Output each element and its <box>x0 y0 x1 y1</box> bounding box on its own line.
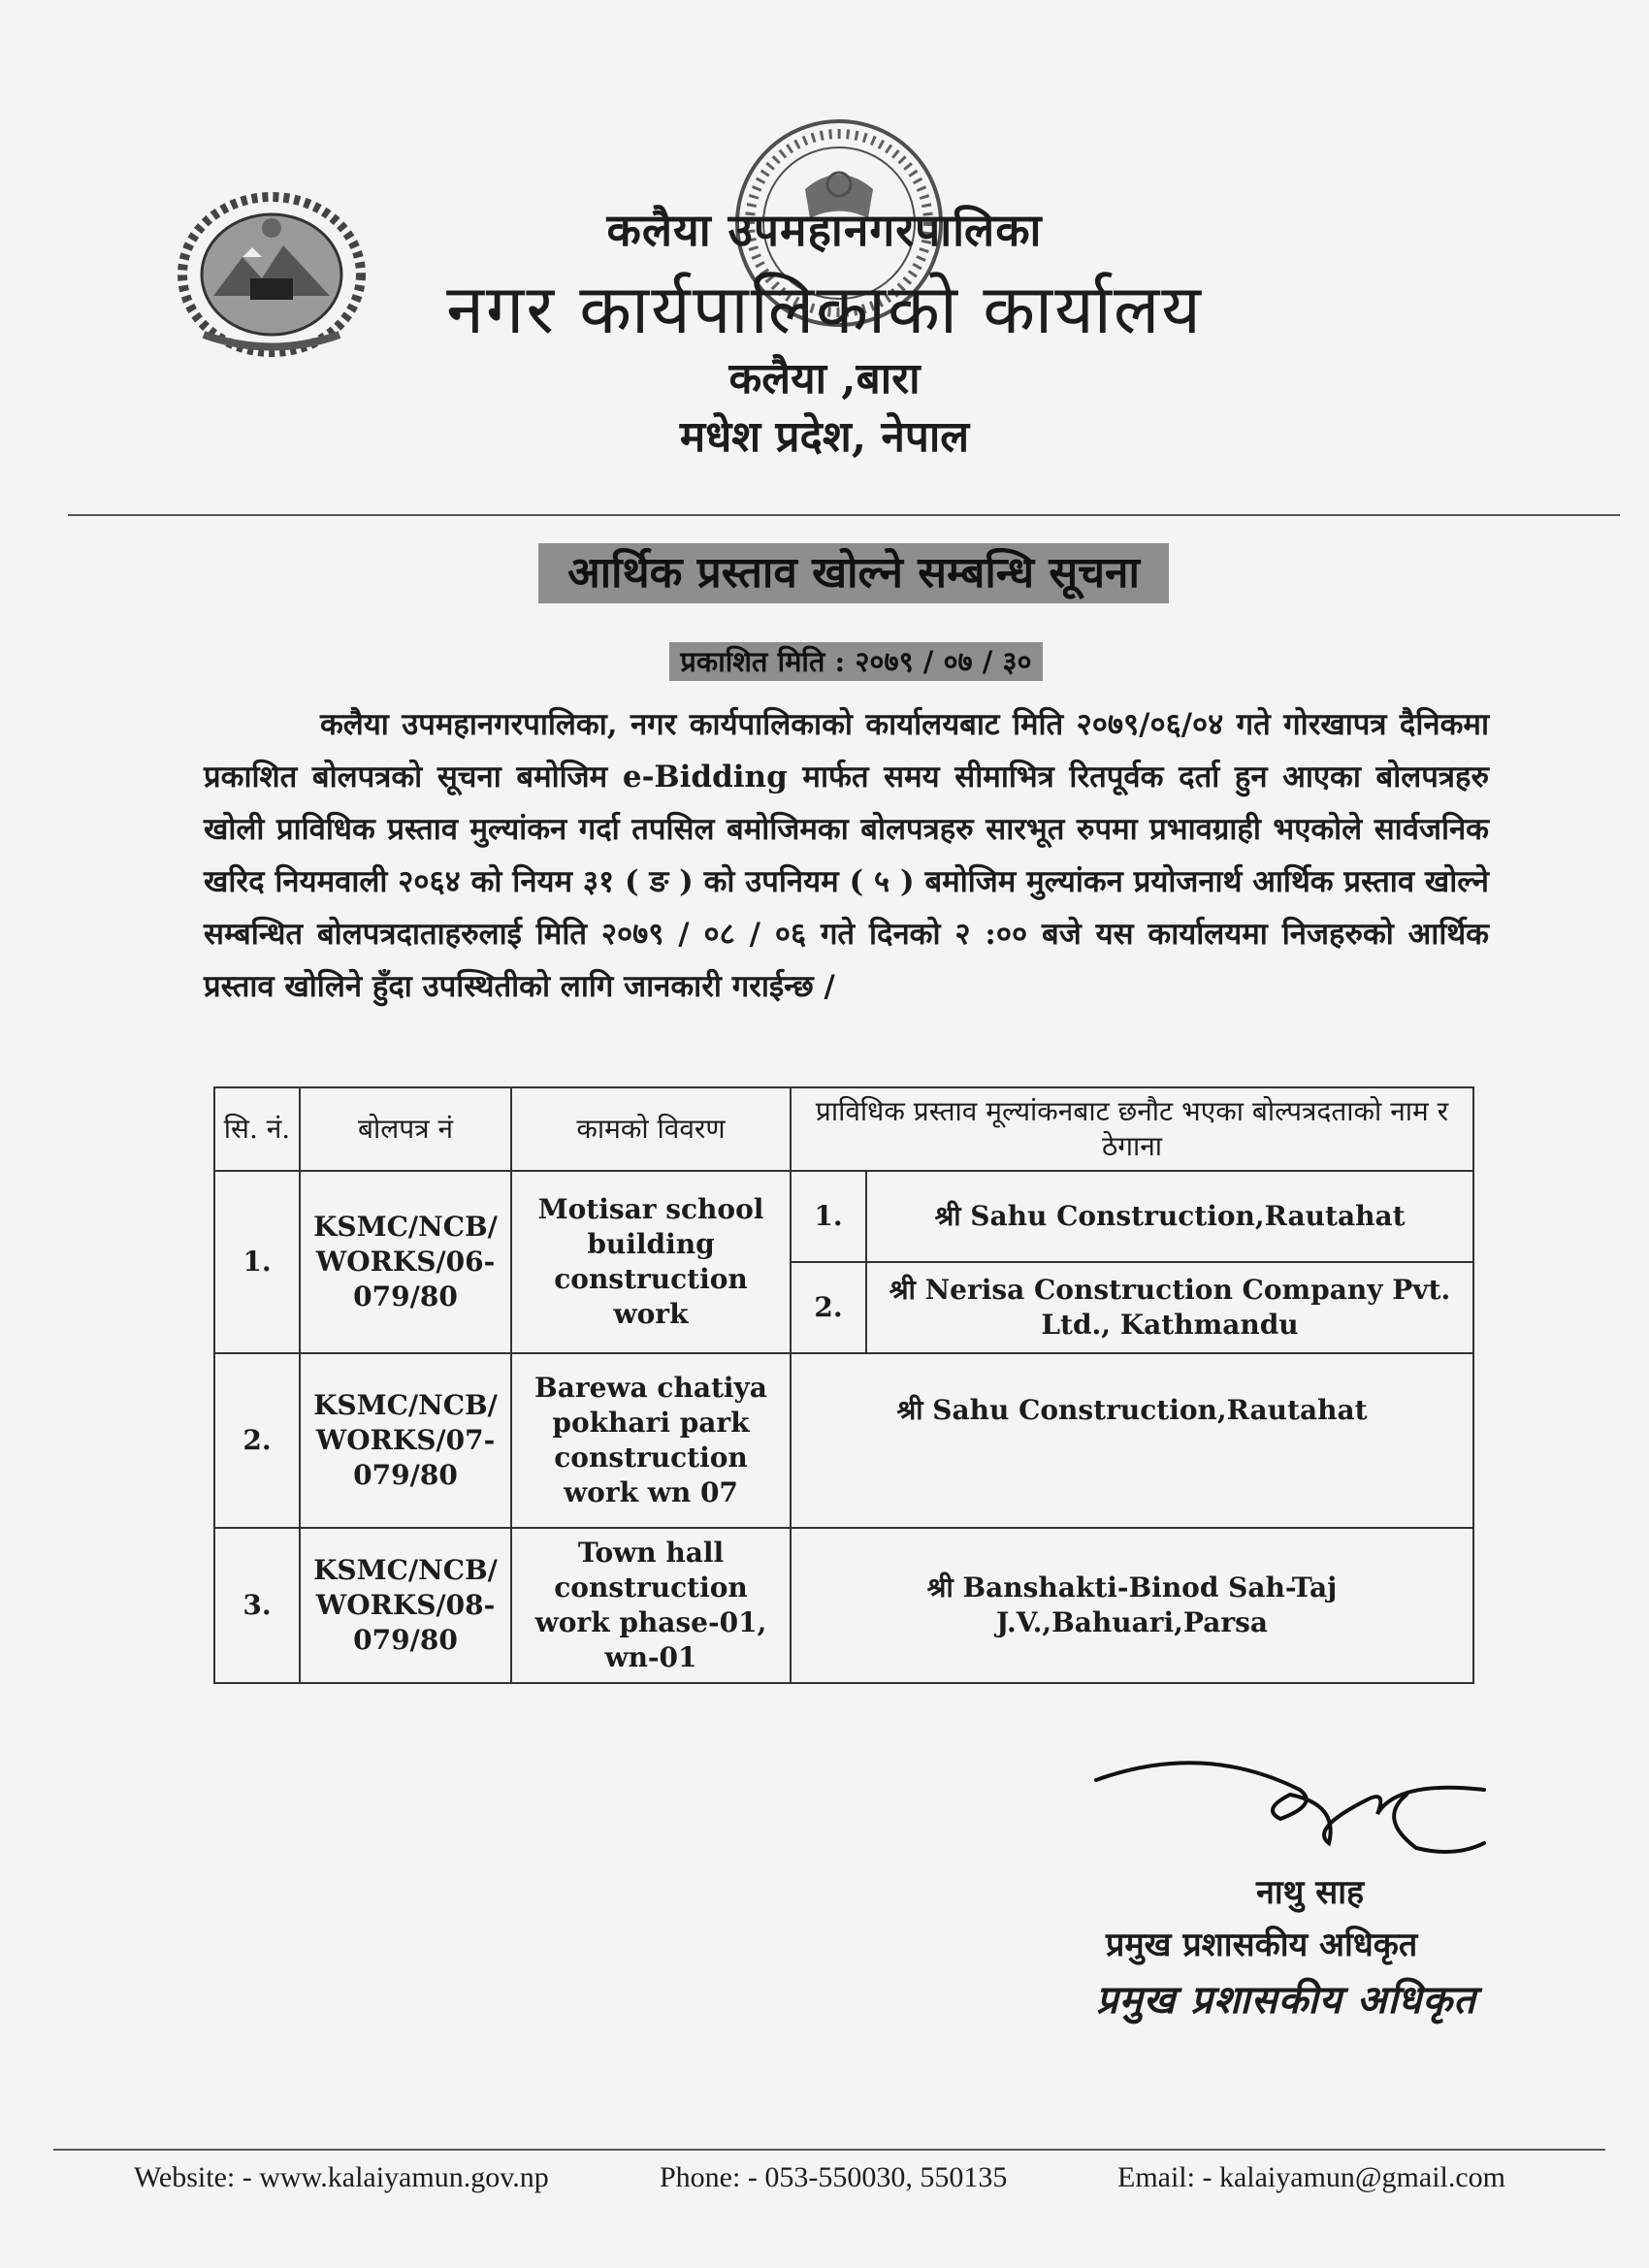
cell-sn: 3. <box>214 1528 300 1683</box>
cell-bidders <box>791 1171 1473 1353</box>
table-header-row <box>214 1087 1473 1171</box>
cell-work: Motisar school building construction work <box>511 1171 791 1353</box>
footer-website: Website: - www.kalaiyamun.gov.np <box>134 2161 549 2193</box>
office-location: कलैया ,बारा <box>728 354 921 404</box>
cell-bid-no: KSMC/NCB/ WORKS/07- 079/80 <box>300 1353 511 1528</box>
bidders-subtable <box>792 1172 1472 1352</box>
signatory-name: नाथु साह <box>1256 1873 1365 1912</box>
cell-bidder: श्री Banshakti-Binod Sah-Taj J.V.,Bahuari,Parsa <box>791 1528 1473 1683</box>
table-row <box>214 1353 1473 1528</box>
header-work: कामको विवरण <box>511 1087 791 1171</box>
list-item <box>792 1262 1472 1352</box>
office-province: मधेश प्रदेश, नेपाल <box>679 412 970 462</box>
notice-title: आर्थिक प्रस्ताव खोल्ने सम्बन्धि सूचना <box>538 543 1169 603</box>
cell-work: Barewa chatiya pokhari park construction work wn 07 <box>511 1353 791 1528</box>
bidder-name: श्री Nerisa Construction Company Pvt. Ltd., Kathmandu <box>866 1262 1472 1352</box>
cell-sn: 1. <box>214 1171 300 1353</box>
footer-email: Email: - kalaiyamun@gmail.com <box>1117 2161 1506 2193</box>
bidder-number: 2. <box>792 1262 866 1352</box>
office-name: नगर कार्यपालिकाको कार्यालय <box>446 270 1203 349</box>
bidder-number: 1. <box>792 1172 866 1262</box>
footer-divider <box>53 2149 1605 2151</box>
footer-phone: Phone: - 053-550030, 550135 <box>660 2161 1008 2193</box>
cell-sn: 2. <box>214 1353 300 1528</box>
bidder-name: श्री Sahu Construction,Rautahat <box>934 1200 1406 1232</box>
header-bid-no: बोलपत्र नं <box>300 1087 511 1171</box>
cell-bid-no: KSMC/NCB/ WORKS/08- 079/80 <box>300 1528 511 1683</box>
list-item <box>792 1172 1472 1262</box>
signatory-stamp: प्रमुख प्रशासकीय अधिकृत <box>1096 1977 1476 2023</box>
municipality-name: कलैया उपमहानगरपालिका <box>606 204 1043 256</box>
header-divider <box>68 514 1620 516</box>
cell-bid-no: KSMC/NCB/ WORKS/06- 079/80 <box>300 1171 511 1353</box>
bids-table <box>213 1086 1474 1684</box>
header-bidders: प्राविधिक प्रस्ताव मूल्यांकनबाट छनौट भएका बोल्पत्रदताको नाम र ठेगाना <box>791 1087 1473 1171</box>
cell-work: Town hall construction work phase-01, wn-01 <box>511 1528 791 1683</box>
cell-bidder: श्री Sahu Construction,Rautahat <box>791 1353 1473 1528</box>
signatory-title: प्रमुख प्रशासकीय अधिकृत <box>1106 1926 1418 1964</box>
published-date: प्रकाशित मिति : २०७९ / ०७ / ३० <box>669 642 1043 681</box>
notice-body: कलैया उपमहानगरपालिका, नगर कार्यपालिकाको कार्यालयबाट मिति २०७९/०६/०४ गते गोरखापत्र दैनिकमा प्रकाशित बोलपत्रको सूचना बमोजिम e-Bidding मार्फत समय सीमाभित्र रितपूर्वक दर्ता हुन आएका बोलपत्रहरु खोली प्राविधिक प्रस्ताव मुल्यांकन गर्दा तपसिल बमोजिमका बोलपत्रहरु सारभूत रुपमा प्रभावग्राही भएकोले सार्वजनिक खरिद नियमवाली २०६४ को नियम ३१ ( ङ ) को उपनियम ( ५ ) बमोजिम मुल्यांकन प्रयोजनार्थ आर्थिक प्रस्ताव खोल्ने सम्बन्धित बोलपत्रदाताहरुलाई मिति २०७९ / ०८ / ०६ गते दिनको २ :०० बजे यस कार्यालयमा निजहरुको आर्थिक प्रस्ताव खोलिने हुँदा उपस्थितीको लागि जानकारी गराईन्छ / <box>204 707 1489 1004</box>
table-row <box>214 1528 1473 1683</box>
handwritten-signature <box>1086 1751 1494 1863</box>
header-sn: सि. नं. <box>214 1087 300 1171</box>
table-row <box>214 1171 1473 1353</box>
